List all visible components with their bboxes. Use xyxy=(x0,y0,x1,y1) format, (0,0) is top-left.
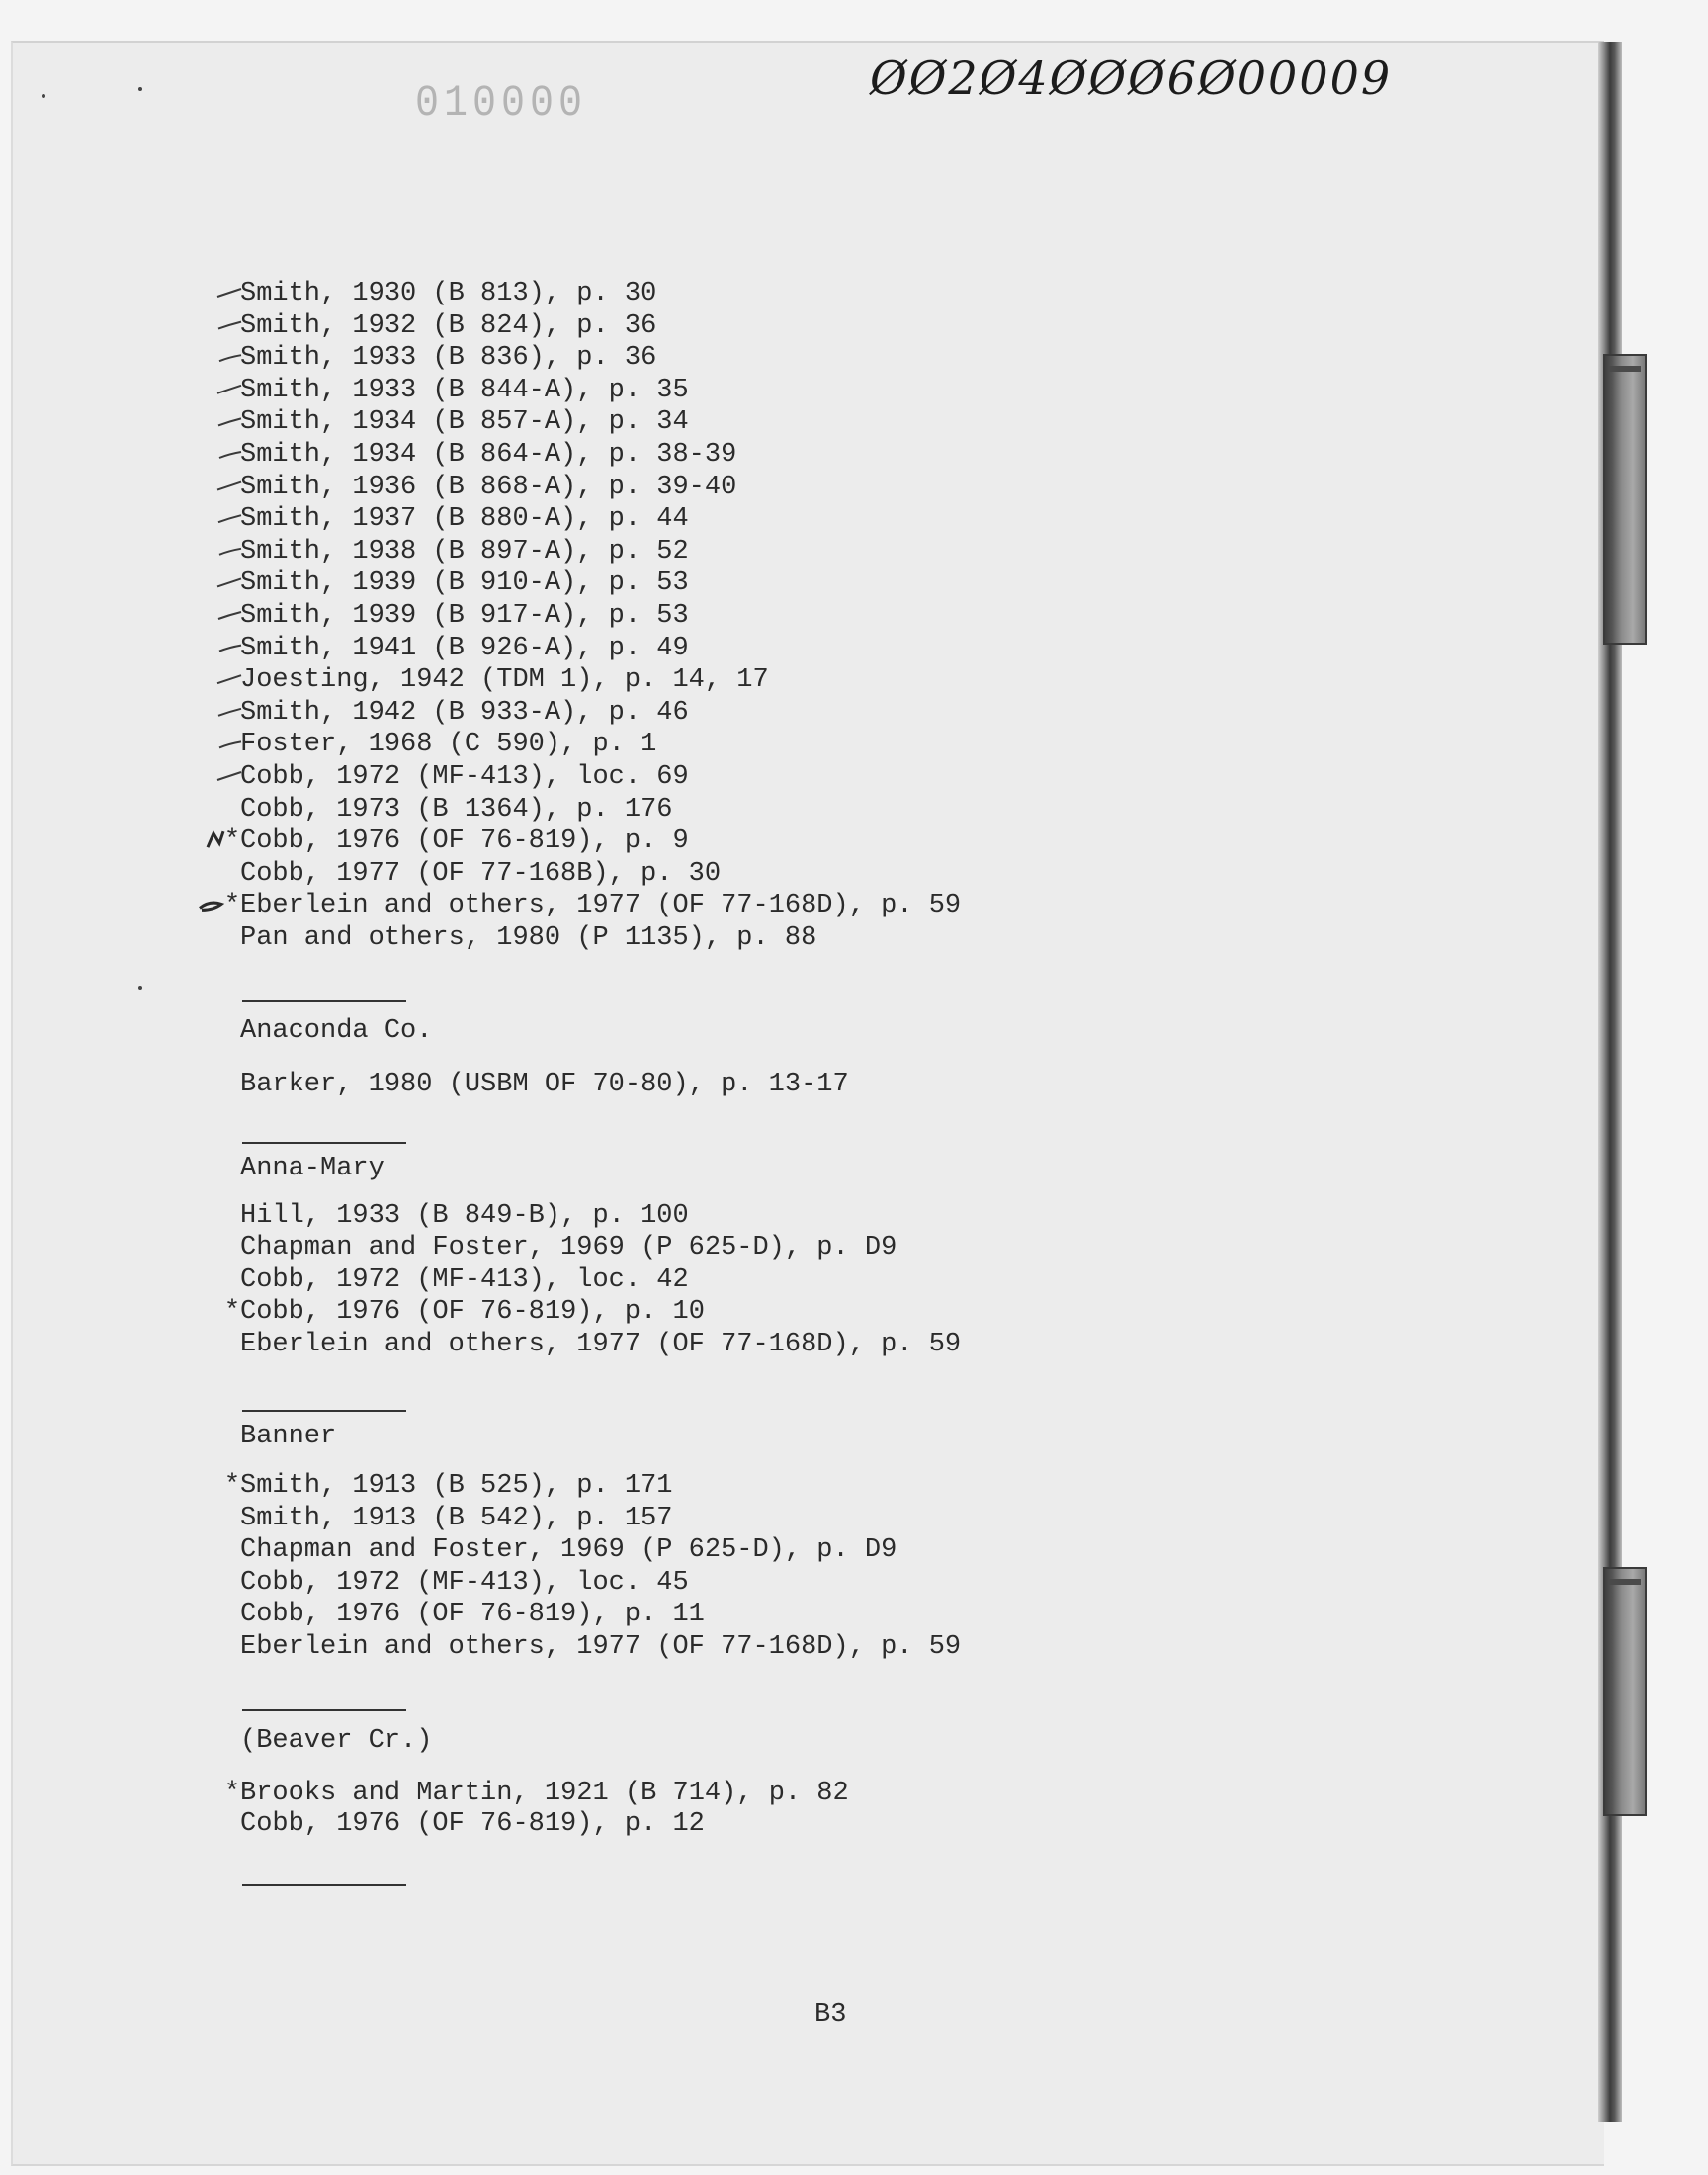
scan-speck xyxy=(138,986,142,990)
section-divider xyxy=(242,1884,406,1886)
section-heading: Anna-Mary xyxy=(240,1154,384,1183)
section-divider xyxy=(242,1410,406,1412)
scan-speck xyxy=(42,94,45,98)
reference-entry: Pan and others, 1980 (P 1135), p. 88 xyxy=(240,922,817,953)
reference-entry: Eberlein and others, 1977 (OF 77-168D), p. 59 xyxy=(240,1329,962,1359)
reference-entry: *Cobb, 1976 (OF 76-819), p. 9 xyxy=(223,826,689,857)
reference-entry: Cobb, 1972 (MF-413), loc. 45 xyxy=(240,1567,689,1598)
section-divider xyxy=(242,1142,406,1144)
reference-entry: *Smith, 1913 (B 525), p. 171 xyxy=(223,1471,673,1501)
reference-entry: Joesting, 1942 (TDM 1), p. 14, 17 xyxy=(240,665,769,696)
reference-entry: Smith, 1933 (B 844-A), p. 35 xyxy=(240,375,689,405)
reference-entry: Cobb, 1972 (MF-413), loc. 42 xyxy=(240,1264,689,1295)
reference-entry: Barker, 1980 (USBM OF 70-80), p. 13-17 xyxy=(240,1070,849,1099)
reference-entry: Chapman and Foster, 1969 (P 625-D), p. D9 xyxy=(240,1233,897,1263)
reference-entry: Eberlein and others, 1977 (OF 77-168D), p. 59 xyxy=(240,1631,962,1662)
reference-entry: Chapman and Foster, 1969 (P 625-D), p. D9 xyxy=(240,1535,897,1566)
binder-clip-top xyxy=(1603,354,1647,645)
handwritten-id: ØØ2Ø4ØØØ6Ø00009 xyxy=(870,51,1393,105)
reference-entry: Smith, 1933 (B 836), p. 36 xyxy=(240,343,657,374)
stamp-number: 010000 xyxy=(415,79,588,130)
section-divider xyxy=(242,1000,406,1002)
reference-entry: Smith, 1942 (B 933-A), p. 46 xyxy=(240,697,689,728)
reference-entry: Cobb, 1973 (B 1364), p. 176 xyxy=(240,794,673,825)
reference-list xyxy=(223,1470,962,1664)
reference-entry: Smith, 1939 (B 910-A), p. 53 xyxy=(240,568,689,599)
scan-speck xyxy=(138,87,142,91)
reference-entry: Smith, 1934 (B 857-A), p. 34 xyxy=(240,407,689,438)
reference-entry: Cobb, 1972 (MF-413), loc. 69 xyxy=(240,761,689,792)
reference-entry: Cobb, 1976 (OF 76-819), p. 11 xyxy=(240,1600,705,1630)
section-divider xyxy=(242,1709,406,1711)
section-heading: (Beaver Cr.) xyxy=(240,1726,433,1756)
reference-entry: Cobb, 1976 (OF 76-819), p. 12 xyxy=(240,1809,705,1839)
reference-entry: Smith, 1913 (B 542), p. 157 xyxy=(240,1503,673,1533)
reference-list xyxy=(240,1069,849,1101)
reference-entry: Smith, 1938 (B 897-A), p. 52 xyxy=(240,536,689,566)
reference-entry: Smith, 1934 (B 864-A), p. 38-39 xyxy=(240,439,737,470)
page-number: B3 xyxy=(814,2000,847,2030)
reference-entry: Smith, 1936 (B 868-A), p. 39-40 xyxy=(240,472,737,502)
reference-entry: Smith, 1937 (B 880-A), p. 44 xyxy=(240,504,689,535)
binder-clip-bottom xyxy=(1603,1567,1647,1816)
reference-list xyxy=(223,1200,962,1360)
reference-entry: Hill, 1933 (B 849-B), p. 100 xyxy=(240,1201,689,1231)
reference-list xyxy=(223,1779,849,1840)
reference-list xyxy=(223,278,962,954)
reference-entry: Cobb, 1977 (OF 77-168B), p. 30 xyxy=(240,858,722,889)
reference-entry: Smith, 1932 (B 824), p. 36 xyxy=(240,310,657,341)
section-heading: Banner xyxy=(240,1422,337,1451)
reference-entry: Smith, 1941 (B 926-A), p. 49 xyxy=(240,633,689,663)
reference-entry: Smith, 1939 (B 917-A), p. 53 xyxy=(240,600,689,631)
reference-entry: Smith, 1930 (B 813), p. 30 xyxy=(240,279,657,308)
reference-entry: *Brooks and Martin, 1921 (B 714), p. 82 xyxy=(223,1779,849,1808)
section-heading: Anaconda Co. xyxy=(240,1016,433,1046)
reference-entry: Foster, 1968 (C 590), p. 1 xyxy=(240,730,657,760)
reference-entry: *Eberlein and others, 1977 (OF 77-168D), p. 59 xyxy=(223,891,962,921)
reference-entry: *Cobb, 1976 (OF 76-819), p. 10 xyxy=(223,1297,705,1328)
